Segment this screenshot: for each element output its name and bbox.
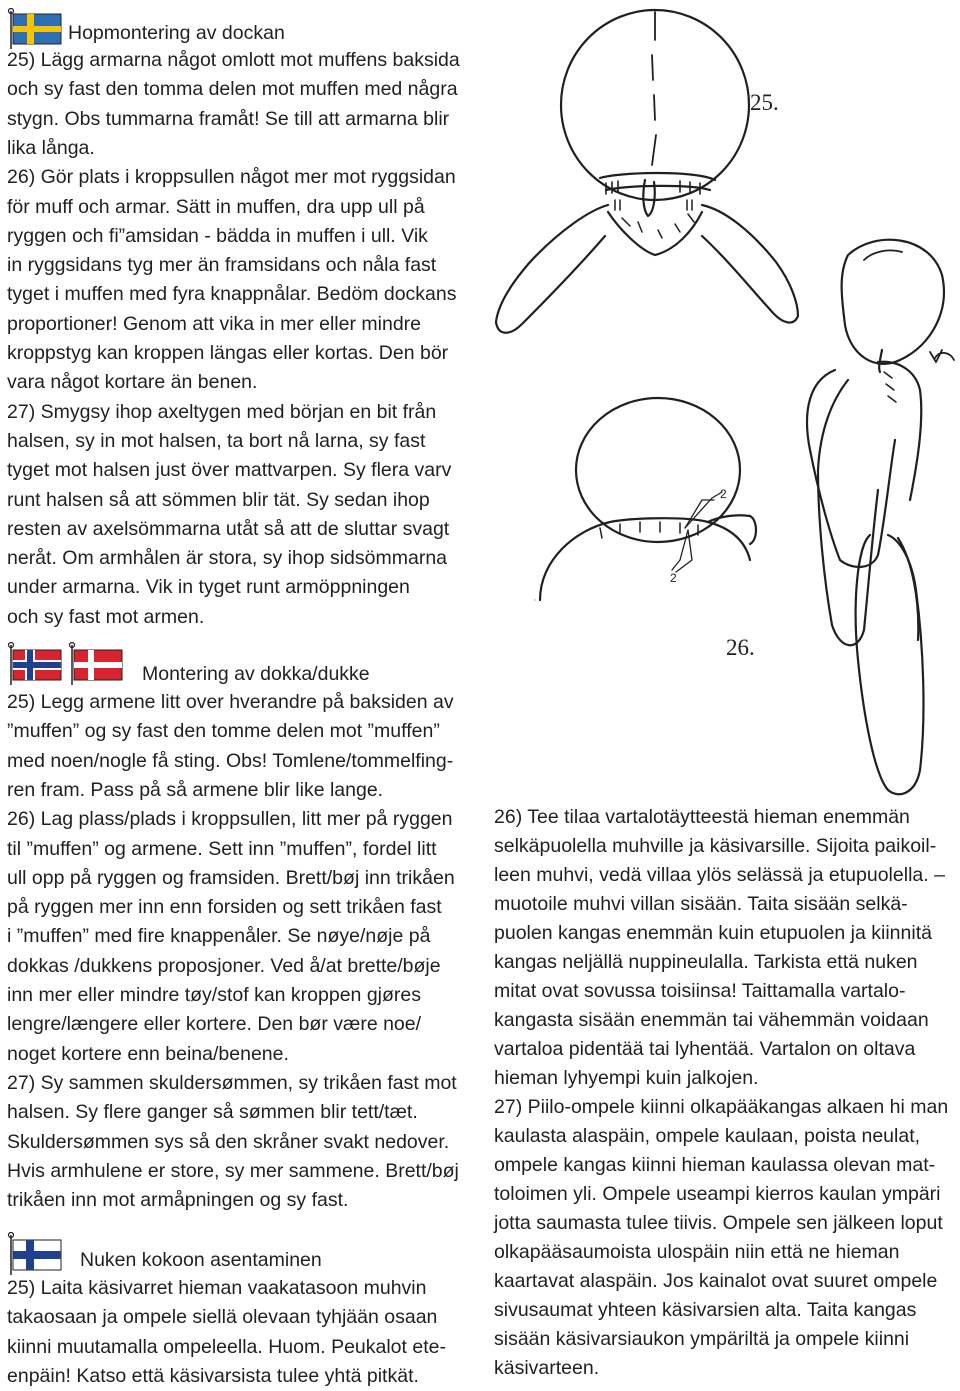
text-line: käsivarteen. bbox=[494, 1357, 600, 1379]
text-line: kaulasta alaspäin, ompele kaulaan, poista neulat, bbox=[494, 1125, 921, 1147]
text-line: olkapääsaumoista ulospäin niin että ne hieman bbox=[494, 1241, 900, 1263]
text-line: 26) Gör plats i kroppsullen något mer mot ryggsidan bbox=[7, 166, 456, 189]
text-line: noget kortere enn beina/benene. bbox=[7, 1042, 289, 1065]
text-line: kangas neljällä nuppineulalla. Tarkista että nuken bbox=[494, 951, 918, 973]
text-line: i ”muffen” med fire knappenåler. Se nøye/nøje på bbox=[7, 925, 431, 948]
text-line: 27) Sy sammen skuldersømmen, sy trikåen fast mot bbox=[7, 1071, 457, 1094]
text-line: tyget i muffen med fyra knappnålar. Bedöm dockans bbox=[7, 283, 457, 306]
text-line: selkäpuolella muhville ja käsivarsille. Sijoita paikoil- bbox=[494, 835, 937, 857]
text-line: leen muhvi, vedä villaa ylös selässä ja etupuolella. – bbox=[494, 864, 945, 886]
norwegian-danish-heading: Montering av dokka/dukke bbox=[142, 663, 370, 685]
text-line: inn mer eller mindre tøy/stof kan kroppen gjøres bbox=[7, 984, 421, 1006]
text-line: 27) Piilo-ompele kiinni olkapääkangas alkaen hi man bbox=[494, 1096, 949, 1118]
text-line: lika långa. bbox=[7, 136, 95, 159]
text-line: trikåen inn mot armåpningen og sy fast. bbox=[7, 1189, 349, 1212]
text-line: neråt. Om armhålen är stora, sy ihop sidsömmarna bbox=[7, 547, 448, 570]
figure-25-doll-back bbox=[496, 10, 798, 333]
text-line: muotoile muhvi villan sisään. Taita sisään selkä- bbox=[494, 893, 908, 915]
text-line: ren fram. Pass på så armene blir like lange. bbox=[7, 778, 384, 801]
text-line: 26) Tee tilaa vartalotäytteestä hieman enemmän bbox=[494, 806, 910, 828]
text-line: toloimen yli. Ompele useampi kierros kaulan ympäri bbox=[494, 1183, 941, 1205]
finnish-heading: Nuken kokoon asentaminen bbox=[80, 1249, 322, 1271]
text-line: hieman lyhyempi kuin jalkojen. bbox=[494, 1067, 759, 1089]
text-line: ompele kangas kiinni hieman kaulassa olevan mat- bbox=[494, 1154, 936, 1176]
doll-illustrations bbox=[480, 0, 960, 800]
text-line: och sy fast den tomma delen mot muffen med några bbox=[7, 78, 458, 101]
text-line: vara något kortare än benen. bbox=[7, 371, 258, 394]
danish-flag-icon bbox=[68, 642, 124, 686]
text-line: kaartavat alaspäin. Jos kainalot ovat suuret ompele bbox=[494, 1270, 938, 1292]
text-line: til ”muffen” og armene. Sett inn ”muffen”, fordel litt bbox=[7, 837, 437, 860]
text-line: halsen, sy in mot halsen, ta bort nå larna, sy fast bbox=[7, 429, 426, 452]
figure-26-doll-neck bbox=[535, 398, 756, 600]
text-line: kangasta sisään enemmän tai vähemmän voidaan bbox=[494, 1009, 929, 1031]
text-line: Hvis armhulene er store, sy mer sammene. Brett/bøj bbox=[7, 1159, 459, 1182]
text-line: och sy fast mot armen. bbox=[7, 605, 205, 628]
text-line: 27) Smygsy ihop axeltygen med början en bit från bbox=[7, 400, 437, 423]
annotation-top: 2 bbox=[720, 487, 727, 501]
text-line: sisään käsivarsiaukon ympäriltä ja ompele kiinni bbox=[494, 1328, 910, 1350]
text-line: under armarna. Vik in tyget runt armöppningen bbox=[7, 576, 410, 599]
text-line: stygn. Obs tummarna framåt! Se till att armarna blir bbox=[7, 107, 450, 130]
text-line: dokkas /dukkens proposjoner. Ved å/at brette/bøje bbox=[7, 954, 441, 977]
text-line: resten av axelsömmarna utåt så att de sluttar svagt bbox=[7, 517, 450, 540]
text-line: in ryggsidans tyg mer än framsidans och nåla fast bbox=[7, 254, 437, 277]
text-line: takaosaan ja ompele siellä olevaan tyhjään osaan bbox=[7, 1306, 438, 1329]
swedish-flag-icon bbox=[7, 8, 63, 50]
text-line: med noen/nogle få sting. Obs! Tomlene/tommelfing- bbox=[7, 749, 454, 772]
text-line: puolen kangas enemmän kuin etupuolen ja kiinnitä bbox=[494, 922, 932, 944]
text-line: mitat ovat sovussa toisiinsa! Taittamalla vartalo- bbox=[494, 980, 906, 1002]
text-line: ”muffen” og sy fast den tomme delen mot ”muffen” bbox=[7, 720, 440, 743]
text-line: 25) Lägg armarna något omlott mot muffens baksida bbox=[7, 49, 460, 71]
text-line: lengre/længere eller kortere. Den bør være noe/ bbox=[7, 1013, 422, 1036]
text-line: tyget mot halsen just över mattvarpen. Sy flera varv bbox=[7, 459, 452, 482]
text-line: kiinni muutamalla ompeleella. Huom. Peukalot ete- bbox=[7, 1335, 446, 1358]
finnish-flag-icon bbox=[7, 1232, 63, 1276]
text-line: sivusaumat yhteen käsivarsien alta. Taita kangas bbox=[494, 1299, 917, 1321]
text-line: enpäin! Katso että käsivarsista tulee yhtä pitkät. bbox=[7, 1364, 419, 1387]
text-line: på ryggen mer inn enn forsiden og sett trikåen fast bbox=[7, 896, 442, 919]
figure-25-label: 25. bbox=[750, 90, 779, 115]
norwegian-flag-icon bbox=[7, 642, 63, 686]
figure-side-view-doll bbox=[807, 240, 954, 795]
text-line: vartaloa pidentää tai lyhentää. Vartalon on oltava bbox=[494, 1038, 916, 1060]
text-line: ryggen och fi”amsidan - bädda in muffen i ull. Vik bbox=[7, 224, 428, 247]
text-line: proportioner! Genom att vika in mer eller mindre bbox=[7, 312, 422, 335]
text-line: ull opp på ryggen og framsiden. Brett/bøj inn trikåen bbox=[7, 866, 455, 889]
text-line: halsen. Sy flere ganger så sømmen blir tett/tæt. bbox=[7, 1101, 418, 1124]
text-line: kroppstyg kan kroppen längas eller kortas. Den bör bbox=[7, 342, 449, 364]
text-line: för muff och armar. Sätt in muffen, dra upp ull på bbox=[7, 195, 425, 218]
text-line: 26) Lag plass/plads i kroppsullen, litt mer på ryggen bbox=[7, 808, 453, 831]
swedish-heading: Hopmontering av dockan bbox=[68, 22, 285, 44]
annotation-bottom: 2 bbox=[670, 571, 677, 585]
text-line: 25) Laita käsivarret hieman vaakatasoon muhvin bbox=[7, 1277, 427, 1299]
text-line: 25) Legg armene litt over hverandre på baksiden av bbox=[7, 691, 454, 713]
figure-26-label: 26. bbox=[726, 635, 755, 660]
text-line: jotta saumasta tulee tiivis. Ompele sen jälkeen loput bbox=[494, 1212, 943, 1234]
text-line: runt halsen så att sömmen blir tät. Sy sedan ihop bbox=[7, 488, 430, 511]
text-line: Skuldersømmen sys så den skråner svakt nedover. bbox=[7, 1130, 450, 1153]
